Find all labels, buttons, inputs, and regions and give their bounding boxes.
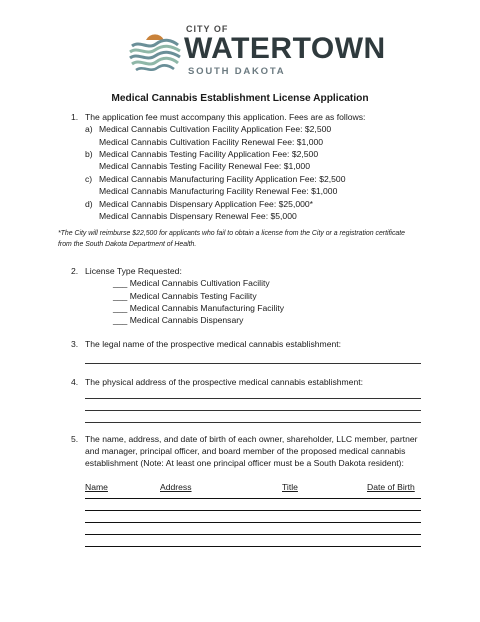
item4-number: 4. <box>71 377 79 387</box>
item5-line-2: and manager, principal officer, and board member of the proposed medical cannabis <box>85 446 406 456</box>
legal-name-field[interactable] <box>85 363 421 364</box>
waves-sun-emblem-icon <box>126 26 184 80</box>
address-field-line-3[interactable] <box>85 422 421 423</box>
logo-city-of: CITY OF <box>186 24 229 34</box>
column-header-address: Address <box>160 482 192 492</box>
column-header-date-of-birth: Date of Birth <box>367 482 415 492</box>
fee-a-letter: a) <box>85 124 93 134</box>
owner-row-line[interactable] <box>85 498 421 499</box>
item2-text: License Type Requested: <box>85 266 182 276</box>
item1-text: The application fee must accompany this application. Fees are as follows: <box>85 112 366 122</box>
item4-text: The physical address of the prospective medical cannabis establishment: <box>85 377 364 387</box>
item3-number: 3. <box>71 339 79 349</box>
fee-b-letter: b) <box>85 149 93 159</box>
fee-d-letter: d) <box>85 199 93 209</box>
item3-text: The legal name of the prospective medical cannabis establishment: <box>85 339 342 349</box>
fee-a-renewal: Medical Cannabis Cultivation Facility Renewal Fee: $1,000 <box>99 137 324 147</box>
item5-line-1: The name, address, and date of birth of each owner, shareholder, LLC member, partner <box>85 434 418 444</box>
license-option-cultivation[interactable]: ___ Medical Cannabis Cultivation Facility <box>113 278 270 288</box>
fee-d-application: Medical Cannabis Dispensary Application Fee: $25,000* <box>99 199 314 209</box>
fee-c-renewal: Medical Cannabis Manufacturing Facility Renewal Fee: $1,000 <box>99 186 338 196</box>
fee-c-application: Medical Cannabis Manufacturing Facility Application Fee: $2,500 <box>99 174 346 184</box>
footnote-line-1: *The City will reimburse $22,500 for applicants who fail to obtain a license from the City or a registration certificate <box>58 230 405 237</box>
fee-c-letter: c) <box>85 174 93 184</box>
fee-a-application: Medical Cannabis Cultivation Facility Application Fee: $2,500 <box>99 124 332 134</box>
item1-number: 1. <box>71 112 79 122</box>
owner-row-line[interactable] <box>85 534 421 535</box>
fee-b-application: Medical Cannabis Testing Facility Application Fee: $2,500 <box>99 149 319 159</box>
owner-row-line[interactable] <box>85 522 421 523</box>
owner-row-line[interactable] <box>85 546 421 547</box>
item5-number: 5. <box>71 434 79 444</box>
item5-line-3: establishment (Note: At least one principal officer must be a South Dakota resident): <box>85 458 404 468</box>
address-field-line-1[interactable] <box>85 398 421 399</box>
fee-d-renewal: Medical Cannabis Dispensary Renewal Fee: $5,000 <box>99 211 297 221</box>
page-title: Medical Cannabis Establishment License Application <box>111 93 369 104</box>
license-option-testing[interactable]: ___ Medical Cannabis Testing Facility <box>113 291 257 301</box>
footnote-line-2: from the South Dakota Department of Health. <box>58 241 197 248</box>
logo-south-dakota: SOUTH DAKOTA <box>188 66 286 77</box>
item2-number: 2. <box>71 266 79 276</box>
address-field-line-2[interactable] <box>85 410 421 411</box>
fee-b-renewal: Medical Cannabis Testing Facility Renewal Fee: $1,000 <box>99 161 310 171</box>
logo-watertown: WATERTOWN <box>184 32 386 65</box>
city-logo <box>126 24 386 80</box>
license-option-dispensary[interactable]: ___ Medical Cannabis Dispensary <box>113 315 244 325</box>
column-header-title: Title <box>282 482 298 492</box>
owner-row-line[interactable] <box>85 510 421 511</box>
column-header-name: Name <box>85 482 108 492</box>
license-option-manufacturing[interactable]: ___ Medical Cannabis Manufacturing Facility <box>113 303 285 313</box>
